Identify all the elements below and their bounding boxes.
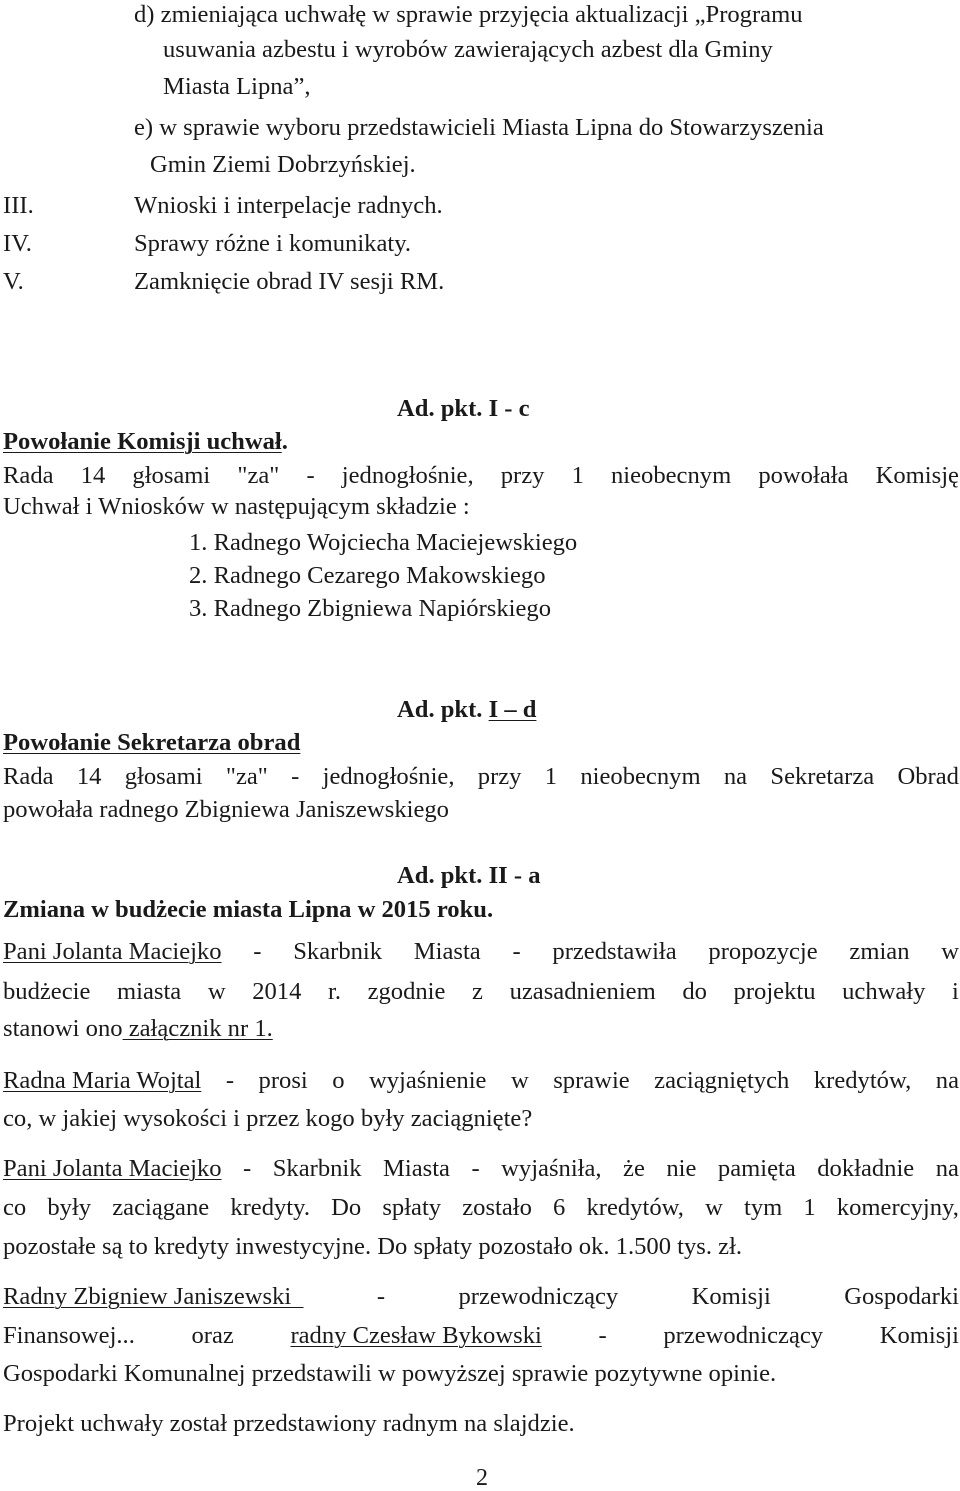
committee-member-2: 2. Radnego Cezarego Makowskiego <box>189 562 546 589</box>
agenda-text-v: Zamknięcie obrad IV sesji RM. <box>134 268 445 295</box>
section-iia-heading: Ad. pkt. II - a <box>397 862 541 889</box>
section-iia-title: Zmiana w budżecie miasta Lipna w 2015 roku. <box>3 896 494 923</box>
section-id-title: Powołanie Sekretarza obrad <box>3 729 301 756</box>
paragraph-skarbnik-answer-line3: pozostałe są to kredyty inwestycyjne. Do spłaty pozostało ok. 1.500 tys. zł. <box>3 1233 743 1260</box>
person-name-maciejko-2: Pani Jolanta Maciejko <box>3 1155 222 1182</box>
agenda-item-e-line2: Gmin Ziemi Dobrzyńskiej. <box>150 151 416 178</box>
person-name-wojtal: Radna Maria Wojtal <box>3 1067 202 1094</box>
paragraph-wojtal-question-line1: Radna Maria Wojtal - prosi o wyjaśnienie w sprawie zaciągniętych kredytów, na <box>3 1067 959 1094</box>
agenda-text-iii: Wnioski i interpelacje radnych. <box>134 192 443 219</box>
paragraph-skarbnik-proposal-line3: stanowi ono załącznik nr 1. <box>3 1015 273 1042</box>
section-id-paragraph-line1: Rada 14 głosami "za" - jednogłośnie, przy 1 nieobecnym na Sekretarza Obrad <box>3 763 959 790</box>
agenda-text-iv: Sprawy różne i komunikaty. <box>134 230 412 257</box>
committee-member-3: 3. Radnego Zbigniewa Napiórskiego <box>189 595 551 622</box>
section-ic-heading: Ad. pkt. I - c <box>397 395 530 422</box>
paragraph-opinions-line2: Finansowej... oraz radny Czesław Bykowski - przewodniczący Komisji <box>3 1322 959 1349</box>
paragraph-skarbnik-proposal-line2: budżecie miasta w 2014 r. zgodnie z uzasadnieniem do projektu uchwały i <box>3 978 959 1005</box>
paragraph-wojtal-question-line2: co, w jakiej wysokości i przez kogo były zaciągnięte? <box>3 1105 533 1132</box>
paragraph-skarbnik-proposal-line1: Pani Jolanta Maciejko - Skarbnik Miasta - przedstawiła propozycje zmian w <box>3 938 959 965</box>
attachment-reference: załącznik nr 1. <box>122 1015 273 1042</box>
agenda-item-e-line1: e) w sprawie wyboru przedstawicieli Miasta Lipna do Stowarzyszenia <box>134 114 824 141</box>
agenda-numeral-v: V. <box>3 268 24 295</box>
agenda-numeral-iii: III. <box>3 192 34 219</box>
paragraph-opinions-line1: Radny Zbigniew Janiszewski - przewodniczący Komisji Gospodarki <box>3 1283 959 1310</box>
section-ic-title: Powołanie Komisji uchwał. <box>3 428 288 455</box>
paragraph-skarbnik-answer-line1: Pani Jolanta Maciejko - Skarbnik Miasta - wyjaśniła, że nie pamięta dokładnie na <box>3 1155 959 1182</box>
section-ic-paragraph-line1: Rada 14 głosami "za" - jednogłośnie, przy 1 nieobecnym powołała Komisję <box>3 462 959 489</box>
agenda-numeral-iv: IV. <box>3 230 32 257</box>
agenda-item-d-line2: usuwania azbestu i wyrobów zawierających azbest dla Gminy <box>163 36 773 63</box>
paragraph-presentation: Projekt uchwały został przedstawiony radnym na slajdzie. <box>3 1410 575 1437</box>
section-id-paragraph-line2: powołała radnego Zbigniewa Janiszewskiego <box>3 796 449 823</box>
person-name-maciejko: Pani Jolanta Maciejko <box>3 938 222 965</box>
section-id-heading: Ad. pkt. I – d <box>397 696 537 723</box>
paragraph-opinions-line3: Gospodarki Komunalnej przedstawili w powyższej sprawie pozytywne opinie. <box>3 1360 777 1387</box>
committee-member-1: 1. Radnego Wojciecha Maciejewskiego <box>189 529 578 556</box>
page-number: 2 <box>476 1465 488 1491</box>
section-ic-paragraph-line2: Uchwał i Wniosków w następującym składzie : <box>3 493 470 520</box>
agenda-item-d-line1: d) zmieniająca uchwałę w sprawie przyjęcia aktualizacji „Programu <box>134 1 803 28</box>
person-name-bykowski: radny Czesław Bykowski <box>290 1322 542 1349</box>
person-name-janiszewski: Radny Zbigniew Janiszewski <box>3 1283 304 1310</box>
agenda-item-d-line3: Miasta Lipna”, <box>163 73 311 100</box>
paragraph-skarbnik-answer-line2: co były zaciągane kredyty. Do spłaty zostało 6 kredytów, w tym 1 komercyjny, <box>3 1194 959 1221</box>
